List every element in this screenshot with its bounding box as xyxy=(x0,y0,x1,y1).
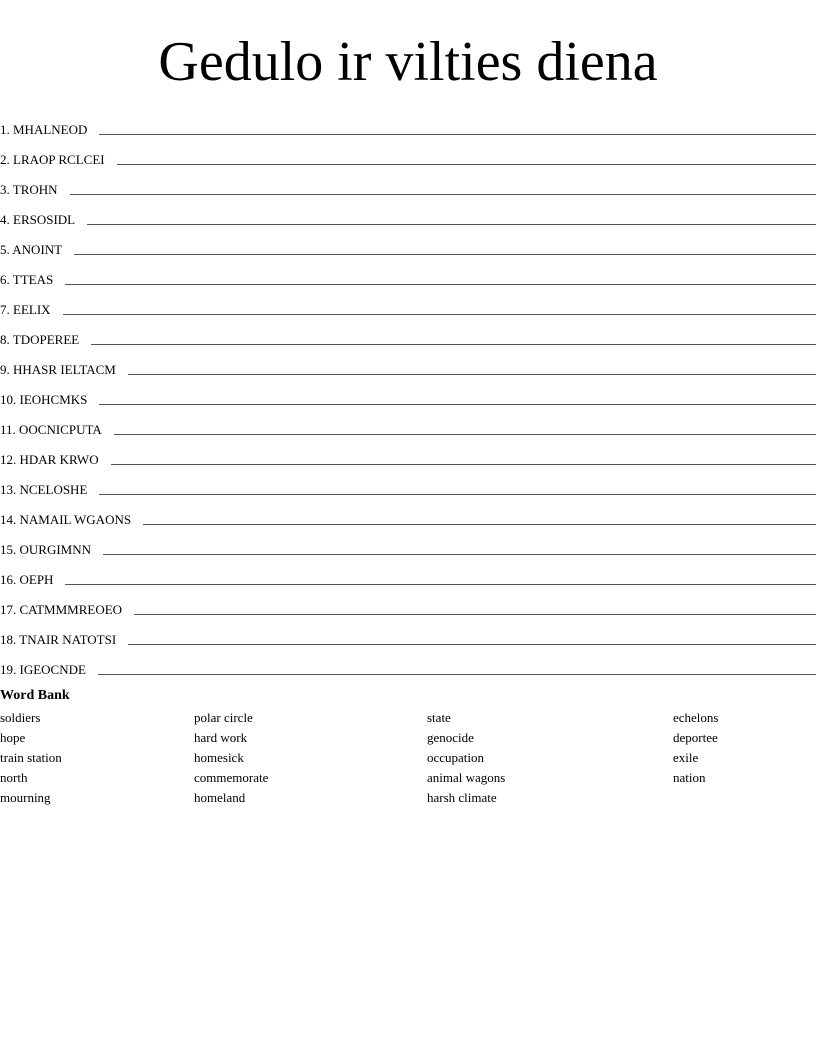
word-bank-item: exile xyxy=(673,750,699,765)
question-label: 2. LRAOP RCLCEI xyxy=(0,152,105,167)
word-bank-item: homesick xyxy=(194,750,244,765)
question-label: 12. HDAR KRWO xyxy=(0,452,99,467)
question-label: 9. HHASR IELTACM xyxy=(0,362,116,377)
answer-line[interactable] xyxy=(128,362,816,375)
answer-line[interactable] xyxy=(74,242,816,255)
question-list xyxy=(0,110,816,680)
answer-line[interactable] xyxy=(87,212,816,225)
question-row xyxy=(0,380,816,410)
word-bank-item: deportee xyxy=(673,730,718,745)
word-bank-item: polar circle xyxy=(194,710,253,725)
answer-line[interactable] xyxy=(99,482,816,495)
question-label: 8. TDOPEREE xyxy=(0,332,80,347)
question-row xyxy=(0,530,816,560)
question-row xyxy=(0,260,816,290)
question-row xyxy=(0,320,816,350)
answer-line[interactable] xyxy=(63,302,816,315)
question-row xyxy=(0,110,816,140)
question-label: 6. TTEAS xyxy=(0,272,54,287)
question-row xyxy=(0,560,816,590)
page-title: Gedulo ir vilties diena xyxy=(158,31,658,93)
answer-line[interactable] xyxy=(111,452,816,465)
word-bank-title: Word Bank xyxy=(0,688,70,703)
question-label: 19. IGEOCNDE xyxy=(0,662,86,677)
word-bank-item: commemorate xyxy=(194,770,269,785)
answer-line[interactable] xyxy=(114,422,816,435)
question-row xyxy=(0,410,816,440)
answer-line[interactable] xyxy=(65,572,816,585)
word-bank-item: train station xyxy=(0,750,62,765)
question-row xyxy=(0,230,816,260)
question-row xyxy=(0,170,816,200)
answer-line[interactable] xyxy=(143,512,816,525)
word-bank-column xyxy=(427,708,505,808)
answer-line[interactable] xyxy=(117,152,816,165)
answer-line[interactable] xyxy=(128,632,816,645)
answer-line[interactable] xyxy=(70,182,816,195)
question-row xyxy=(0,290,816,320)
word-bank-item: mourning xyxy=(0,790,51,805)
answer-line[interactable] xyxy=(91,332,816,345)
question-row xyxy=(0,650,816,680)
word-bank-column xyxy=(673,708,718,788)
question-label: 4. ERSOSIDL xyxy=(0,212,76,227)
question-label: 11. OOCNICPUTA xyxy=(0,422,102,437)
question-row xyxy=(0,200,816,230)
word-bank-column xyxy=(0,708,62,808)
question-row xyxy=(0,590,816,620)
question-row xyxy=(0,470,816,500)
word-bank-item: nation xyxy=(673,770,706,785)
question-label: 7. EELIX xyxy=(0,302,51,317)
question-label: 13. NCELOSHE xyxy=(0,482,88,497)
question-label: 17. CATMMMREOEO xyxy=(0,602,123,617)
word-bank-item: occupation xyxy=(427,750,485,765)
question-row xyxy=(0,440,816,470)
word-bank-item: state xyxy=(427,710,451,725)
answer-line[interactable] xyxy=(103,542,816,555)
word-bank-item: animal wagons xyxy=(427,770,506,785)
word-bank-item: genocide xyxy=(427,730,474,745)
question-label: 18. TNAIR NATOTSI xyxy=(0,632,117,647)
word-bank-item: echelons xyxy=(673,710,719,725)
question-row xyxy=(0,140,816,170)
question-label: 15. OURGIMNN xyxy=(0,542,91,557)
word-bank-item: north xyxy=(0,770,28,785)
question-label: 14. NAMAIL WGAONS xyxy=(0,512,132,527)
answer-line[interactable] xyxy=(99,122,816,135)
question-row xyxy=(0,500,816,530)
word-bank-column xyxy=(194,708,268,808)
question-label: 3. TROHN xyxy=(0,182,58,197)
question-label: 16. OEPH xyxy=(0,572,54,587)
question-row xyxy=(0,350,816,380)
word-bank-item: hard work xyxy=(194,730,248,745)
question-row xyxy=(0,620,816,650)
question-label: 1. MHALNEOD xyxy=(0,122,88,137)
question-label: 10. IEOHCMKS xyxy=(0,392,88,407)
word-bank-item: harsh climate xyxy=(427,790,497,805)
answer-line[interactable] xyxy=(99,392,816,405)
word-bank-item: hope xyxy=(0,730,26,745)
question-label: 5. ANOINT xyxy=(0,242,63,257)
answer-line[interactable] xyxy=(134,602,816,615)
word-bank-item: soldiers xyxy=(0,710,41,725)
answer-line[interactable] xyxy=(98,662,816,675)
answer-line[interactable] xyxy=(65,272,816,285)
word-bank-item: homeland xyxy=(194,790,246,805)
